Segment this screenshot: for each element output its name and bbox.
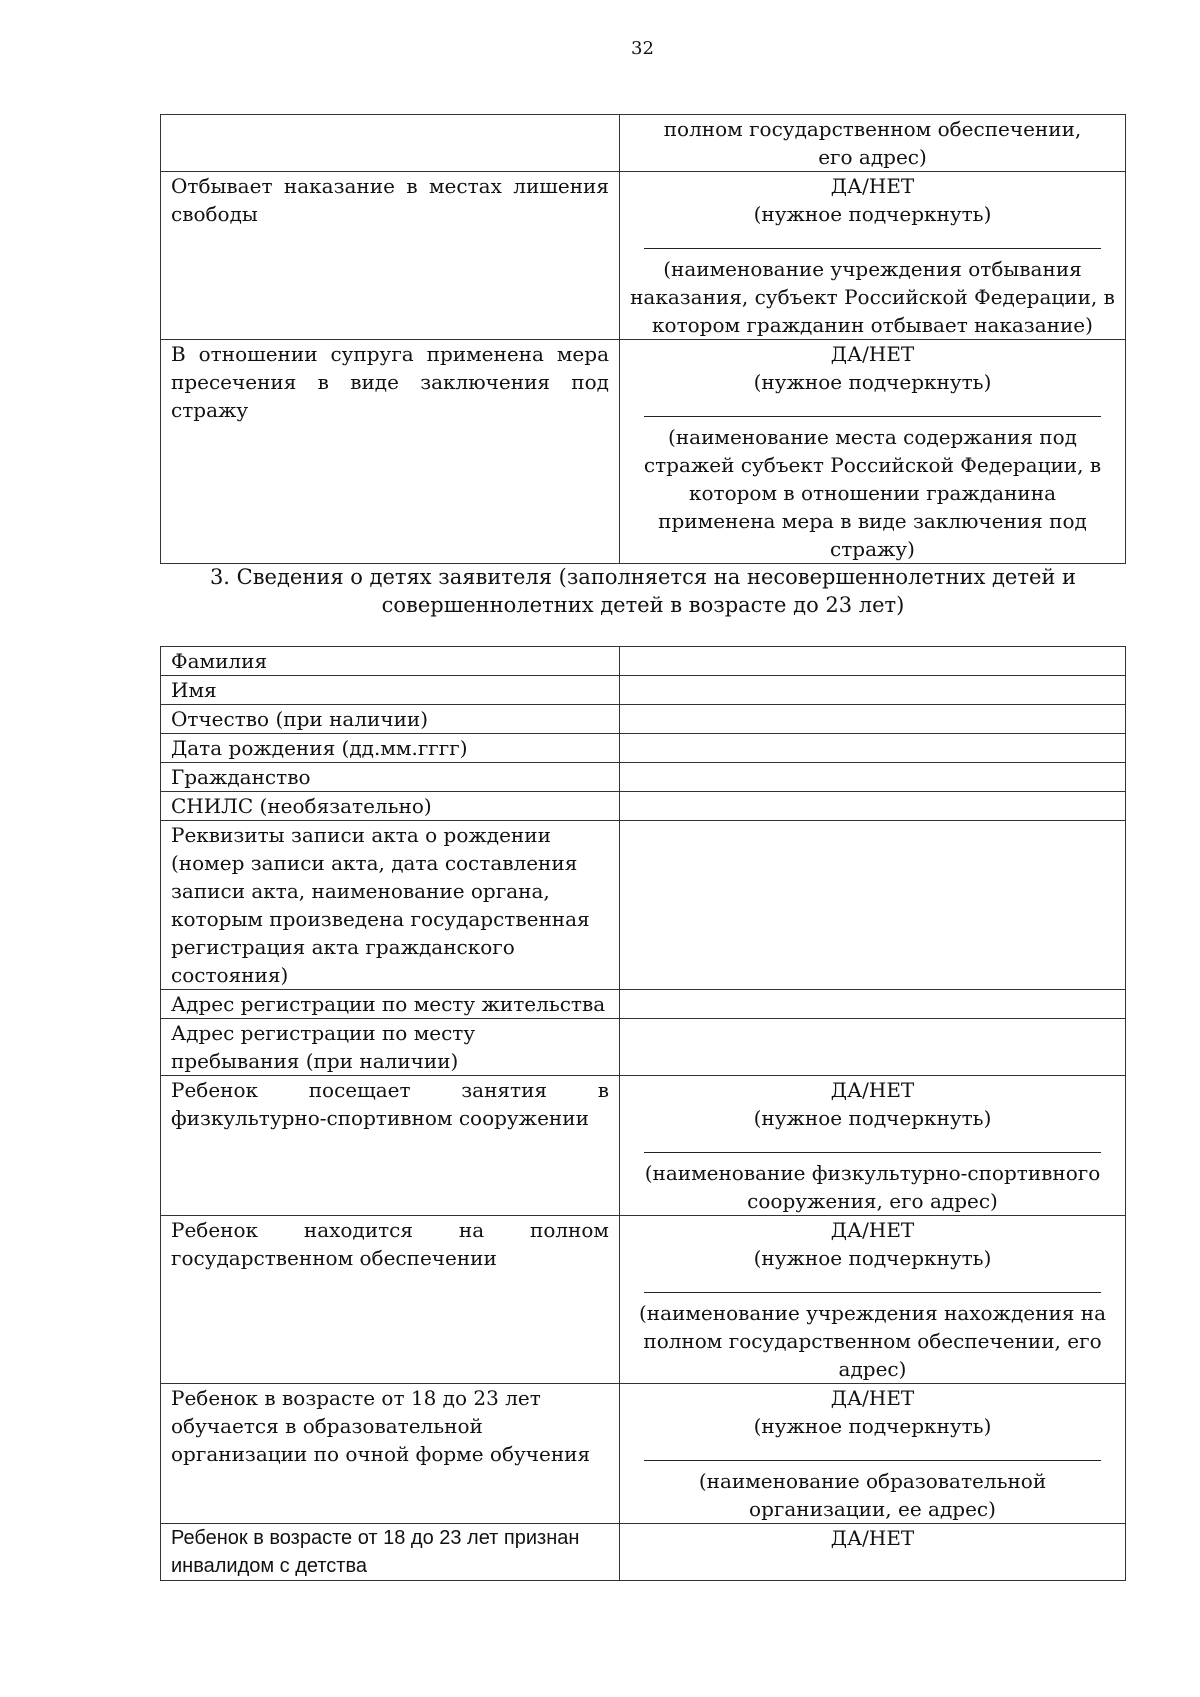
table-row <box>161 821 1126 990</box>
field-caption: (наименование места содержания под стражей субъект Российской Федерации, в котором в отношении гражданина применена мера в виде заключения под стражу) <box>643 425 1102 561</box>
row-label-surname: Фамилия <box>161 647 620 676</box>
children-info-table <box>160 646 1126 1581</box>
residence-address-field[interactable] <box>620 990 1126 1019</box>
table-row <box>161 1019 1126 1076</box>
row-value <box>620 115 1126 172</box>
field-caption: (наименование учреждения нахождения на полном государственном обеспечении, его адрес) <box>638 1301 1106 1381</box>
yes-no-choice[interactable]: ДА/НЕТ <box>830 1078 915 1102</box>
row-value-sport[interactable] <box>620 1076 1126 1216</box>
row-label-sport: Ребенок посещает занятия в физкультурно-спортивном сооружении <box>161 1076 620 1216</box>
table-row <box>161 647 1126 676</box>
row-value-disability[interactable] <box>620 1524 1126 1581</box>
row-label-imprisonment: Отбывает наказание в местах лишения свободы <box>161 172 620 340</box>
table-row <box>161 1076 1126 1216</box>
table-row <box>161 1216 1126 1384</box>
caption-line: его адрес) <box>818 145 927 169</box>
row-label-birthdate: Дата рождения (дд.мм.гггг) <box>161 734 620 763</box>
snils-field[interactable] <box>620 792 1126 821</box>
row-label-disability: Ребенок в возрасте от 18 до 23 лет признан инвалидом с детства <box>161 1524 620 1581</box>
table-row <box>161 340 1126 564</box>
table-row <box>161 115 1126 172</box>
row-label-name: Имя <box>161 676 620 705</box>
table-row <box>161 1384 1126 1524</box>
row-label-education: Ребенок в возрасте от 18 до 23 лет обучается в образовательной организации по очной форме обучения <box>161 1384 620 1524</box>
section-heading: 3. Сведения о детях заявителя (заполняется на несовершеннолетних детей и совершеннолетних детей в возрасте до 23 лет) <box>209 565 1077 617</box>
fill-in-line[interactable] <box>644 248 1101 249</box>
table-row <box>161 990 1126 1019</box>
citizenship-field[interactable] <box>620 763 1126 792</box>
table-row <box>161 763 1126 792</box>
row-label-citizenship: Гражданство <box>161 763 620 792</box>
yes-no-choice[interactable]: ДА/НЕТ <box>830 174 915 198</box>
name-field[interactable] <box>620 676 1126 705</box>
table-row <box>161 792 1126 821</box>
underline-hint: (нужное подчеркнуть) <box>753 1246 992 1270</box>
birth-record-field[interactable] <box>620 821 1126 990</box>
stay-address-field[interactable] <box>620 1019 1126 1076</box>
row-label-snils: СНИЛС (необязательно) <box>161 792 620 821</box>
fill-in-line[interactable] <box>644 416 1101 417</box>
row-label-state-care: Ребенок находится на полном государственном обеспечении <box>161 1216 620 1384</box>
yes-no-choice[interactable]: ДА/НЕТ <box>830 1218 915 1242</box>
table-row <box>161 734 1126 763</box>
yes-no-choice[interactable]: ДА/НЕТ <box>830 342 915 366</box>
row-value-education[interactable] <box>620 1384 1126 1524</box>
yes-no-choice[interactable]: ДА/НЕТ <box>830 1386 915 1410</box>
row-label-patronymic: Отчество (при наличии) <box>161 705 620 734</box>
row-label-custody: В отношении супруга применена мера пресечения в виде заключения под стражу <box>161 340 620 564</box>
underline-hint: (нужное подчеркнуть) <box>753 1106 992 1130</box>
underline-hint: (нужное подчеркнуть) <box>753 1414 992 1438</box>
underline-hint: (нужное подчеркнуть) <box>753 370 992 394</box>
fill-in-line[interactable] <box>644 1460 1101 1461</box>
row-label-birth-record: Реквизиты записи акта о рождении (номер записи акта, дата составления записи акта, наименование органа, которым произведена государственная регистрация акта гражданского состояния) <box>161 821 620 990</box>
row-label-empty <box>161 115 620 172</box>
table-row <box>161 172 1126 340</box>
caption-line: полном государственном обеспечении, <box>663 117 1082 141</box>
field-caption: (наименование образовательной организации, ее адрес) <box>698 1469 1047 1521</box>
underline-hint: (нужное подчеркнуть) <box>753 202 992 226</box>
surname-field[interactable] <box>620 647 1126 676</box>
row-value-custody[interactable] <box>620 340 1126 564</box>
row-label-stay-address: Адрес регистрации по месту пребывания (при наличии) <box>161 1019 620 1076</box>
page-number: 32 <box>631 38 654 59</box>
row-value-state-care[interactable] <box>620 1216 1126 1384</box>
row-label-residence-address: Адрес регистрации по месту жительства <box>161 990 620 1019</box>
birthdate-field[interactable] <box>620 734 1126 763</box>
patronymic-field[interactable] <box>620 705 1126 734</box>
table-row <box>161 676 1126 705</box>
spouse-info-table <box>160 114 1126 564</box>
fill-in-line[interactable] <box>644 1292 1101 1293</box>
field-caption: (наименование учреждения отбывания наказания, субъект Российской Федерации, в котором гражданин отбывает наказание) <box>630 257 1115 337</box>
row-value-imprisonment[interactable] <box>620 172 1126 340</box>
table-row <box>161 1524 1126 1581</box>
yes-no-choice[interactable]: ДА/НЕТ <box>830 1526 915 1550</box>
table-row <box>161 705 1126 734</box>
fill-in-line[interactable] <box>644 1152 1101 1153</box>
field-caption: (наименование физкультурно-спортивного сооружения, его адрес) <box>644 1161 1101 1213</box>
